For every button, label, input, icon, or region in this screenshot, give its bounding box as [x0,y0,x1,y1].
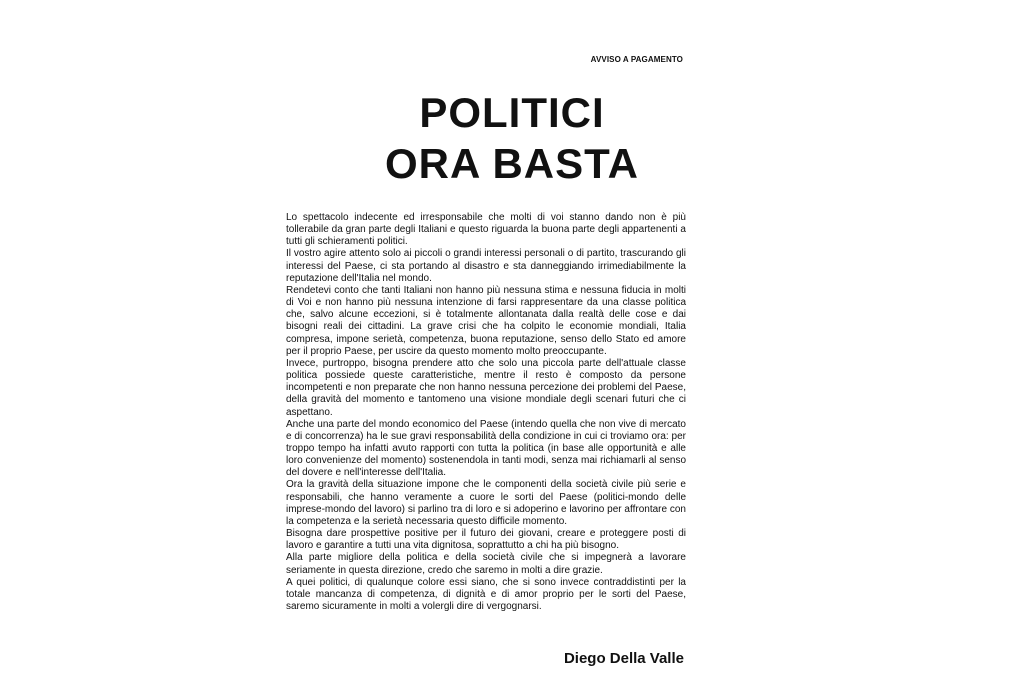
paragraph-9: A quei politici, di qualunque colore essi siano, che si sono invece contraddistinti per la totale mancanza di competenza, di dignità e di amor proprio per le sorti del Paese, saremo sicuramente in molti a volergli dire di vergognarsi. [286,576,686,612]
paragraph-3: Rendetevi conto che tanti Italiani non hanno più nessuna stima e nessuna fiducia in molti di Voi e non hanno più nessuna intenzione di farsi rappresentare da una classe politica che, salvo alcune eccezioni, si è totalmente allontanata dalla realtà delle cose e dai bisogni reali dei cittadini. La grave crisi che ha colpito le economie mondiali, Italia compresa, impone serietà, competenza, buona reputazione, senso dello Stato ed amore per il proprio Paese, per uscire da questo momento molto preoccupante. [286,284,686,357]
paragraph-1: Lo spettacolo indecente ed irresponsabile che molti di voi stanno dando non è più tollerabile da gran parte degli Italiani e questo riguarda la buona parte degli appartenenti a tutti gli schieramenti politici. [286,212,686,248]
paragraph-2: Il vostro agire attento solo ai piccoli o grandi interessi personali o di partito, trascurando gli interessi del Paese, ci sta portando al disastro e sta danneggiando irrimediabilmente la reputazione dell'Italia nel mondo. [286,248,686,284]
headline [0,87,1024,189]
paid-notice-label: AVVISO A PAGAMENTO [590,55,683,64]
body-text [286,212,686,613]
headline-line-2: ORA BASTA [385,140,639,187]
paragraph-5: Anche una parte del mondo economico del Paese (intendo quella che non vive di mercato e di concorrenza) ha le sue gravi responsabilità della condizione in cui ci troviamo ora: per troppo tempo ha infatti avuto rapporti con tutta la politica (in base alle opportunità e alle loro convenienze del momento) sostenendola in tanti modi, senza mai richiamarli al senso del dovere e nell'interesse dell'Italia. [286,418,686,479]
paragraph-4: Invece, purtroppo, bisogna prendere atto che solo una piccola parte dell'attuale classe politica possiede queste caratteristiche, mentre il resto è composto da persone incompetenti e non preparate che non hanno nessuna percezione dei problemi del Paese, della gravità del momento e tantomeno una visione mondiale degli scenari futuri che ci aspettano. [286,357,686,418]
signature: Diego Della Valle [563,650,684,667]
paragraph-8: Alla parte migliore della politica e della società civile che si impegnerà a lavorare seriamente in questa direzione, credo che saremo in molti a dire grazie. [286,552,686,576]
paragraph-7: Bisogna dare prospettive positive per il futuro dei giovani, creare e proteggere posti di lavoro e garantire a tutti una vita dignitosa, soprattutto a chi ha più bisogno. [286,528,686,552]
paragraph-6: Ora la gravità della situazione impone che le componenti della società civile più serie e responsabili, che hanno veramente a cuore le sorti del Paese (politici-mondo delle imprese-mondo del lavoro) si parlino tra di loro e si adoperino e lavorino per affrontare con la competenza e la serietà necessaria questo difficile momento. [286,479,686,527]
headline-line-1: POLITICI [419,89,605,136]
